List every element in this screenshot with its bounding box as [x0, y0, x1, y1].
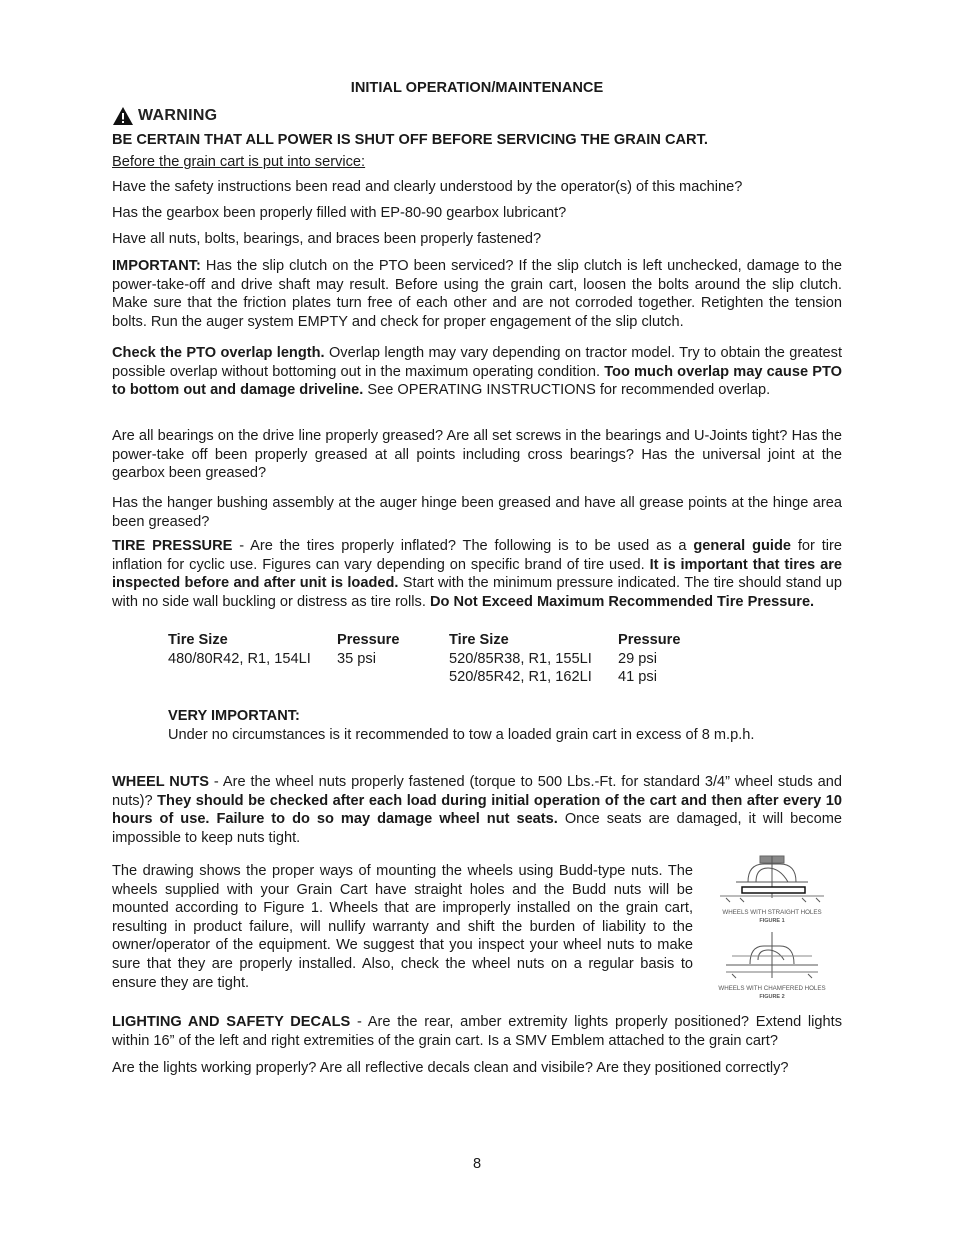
tire-bold-2: It is important that tires are inspected before and after unit is loaded. — [112, 556, 842, 592]
hanger-paragraph: Has the hanger bushing assembly at the auger hinge been greased and have all grease points at the hinge area been greased? — [112, 495, 842, 530]
drawing-paragraph: The drawing shows the proper ways of mounting the wheels using Budd-type nuts. The wheels supplied with your Grain Cart have straight holes and the Budd nuts will be mounted according to Figure 1. Wheels that are improperly installed on the grain cart, resulting in product failure, will nullify warranty and shift the burden of liability to the owner/operator of the equipment. We suggest that you inspect your wheel nuts to make sure that they are properly installed. Also, check the wheel nuts on a regular basis to ensure they are tight. — [112, 863, 693, 991]
table-row — [168, 650, 728, 669]
tire-text-2: for tire inflation for cyclic use. Figures can vary depending on specific brand of tire used. — [112, 538, 842, 573]
pto-text-2: See OPERATING INSTRUCTIONS for recommended overlap. — [363, 382, 771, 399]
before-service-heading: Before the grain cart is put into service: — [112, 154, 366, 170]
very-important-text: Under no circumstances is it recommended to tow a loaded grain cart in excess of 8 m.p.h. — [168, 726, 755, 743]
pto-paragraph — [112, 344, 842, 400]
header-tire-size-2: Tire Size — [449, 632, 509, 648]
lights-question: Are the lights working properly? Are all reflective decals clean and visibile? Are they positioned correctly? — [112, 1060, 789, 1076]
pressure-cell: 29 psi — [618, 650, 657, 667]
lighting-text: - Are the rear, amber extremity lights properly positioned? Extend lights within 16” of the left and right extremities of the grain cart. Is a SMV Emblem attached to the grain cart? — [112, 1014, 842, 1049]
question-gearbox: Has the gearbox been properly filled with EP-80-90 gearbox lubricant? — [112, 205, 567, 221]
tire-size-cell: 520/85R42, R1, 162LI — [449, 669, 592, 686]
tire-pressure-table — [168, 631, 728, 687]
tire-pressure-label: TIRE PRESSURE — [112, 538, 233, 554]
question-fasteners: Have all nuts, bolts, bearings, and braces been properly fastened? — [112, 231, 542, 247]
header-pressure: Pressure — [337, 632, 400, 648]
table-row — [168, 668, 728, 687]
wheel-nuts-bold: They should be checked after each load during initial operation of the cart and then after every 10 hours of use. Failure to do so may damage wheel nut seats. — [112, 792, 842, 828]
warning-triangle-icon — [112, 106, 134, 126]
lighting-paragraph — [112, 1013, 842, 1050]
tire-text-3: Start with the minimum pressure indicated. The tire should stand up with no side wall buckling or distress as tire rolls. — [112, 575, 842, 610]
very-important-note — [168, 707, 754, 744]
tire-bold-1: general guide — [693, 538, 791, 554]
tire-size-cell: 520/85R38, R1, 155LI — [449, 650, 592, 667]
tire-size-cell: 480/80R42, R1, 154LI — [168, 650, 311, 667]
figure-2-caption: WHEELS WITH CHAMFERED HOLES — [718, 985, 826, 992]
wheel-nuts-label: WHEEL NUTS — [112, 774, 210, 790]
figure-1-caption: WHEELS WITH STRAIGHT HOLES — [722, 909, 822, 916]
tire-pressure-paragraph — [112, 537, 842, 611]
very-important-label: VERY IMPORTANT: — [168, 708, 300, 724]
wheel-nuts-text-1: - Are the wheel nuts properly fastened (torque to 500 Lbs.-Ft. for standard 3/4” wheel studs and nuts)? — [112, 774, 843, 809]
page-title: INITIAL OPERATION/MAINTENANCE — [350, 80, 604, 96]
pto-warning: Too much overlap may cause PTO to bottom out and damage driveline. — [112, 363, 842, 399]
bearings-paragraph: Are all bearings on the drive line properly greased? Are all set screws in the bearings and U-Joints tight? Has the power-take off been properly greased at all points including cross bearings? Has the universal joint at the gearbox been greased? — [112, 428, 842, 482]
pressure-cell: 41 psi — [618, 669, 657, 686]
figure-2-drawing — [726, 932, 818, 978]
warning-banner — [112, 106, 217, 126]
important-text: Has the slip clutch on the PTO been serviced? If the slip clutch is left unchecked, damage to the power-take-off and drive shaft may result. Before using the grain cart, loosen the bolts around the slip clutch. Make sure that the friction plates turn free of each other and are not corroded together. Retighten the tension bolts. Run the auger system EMPTY and check for proper engagement of the slip clutch. — [112, 258, 842, 330]
wheel-nuts-text-2: Once seats are damaged, it will become impossible to keep nuts tight. — [112, 811, 842, 846]
wheel-mounting-figures — [712, 852, 842, 1004]
table-header-row — [168, 631, 728, 650]
warning-label: WARNING — [138, 107, 218, 124]
pto-label: Check the PTO overlap length. — [112, 345, 325, 361]
pto-text-1: Overlap length may vary depending on tractor model. Try to obtain the greatest possible overlap without bottoming out in the maximum operating condition. — [112, 345, 842, 380]
figure-1-label: FIGURE 1 — [759, 918, 785, 924]
important-paragraph — [112, 257, 842, 331]
tire-bold-3: Do Not Exceed Maximum Recommended Tire Pressure. — [429, 593, 815, 610]
figure-1-drawing — [720, 856, 824, 902]
warning-heading: BE CERTAIN THAT ALL POWER IS SHUT OFF BEFORE SERVICING THE GRAIN CART. — [112, 132, 708, 148]
pressure-cell: 35 psi — [337, 650, 376, 667]
figure-2-label: FIGURE 2 — [759, 994, 785, 1000]
wheel-nuts-paragraph — [112, 773, 842, 847]
lighting-label: LIGHTING AND SAFETY DECALS — [112, 1014, 351, 1030]
page-number: 8 — [472, 1156, 482, 1172]
header-pressure-2: Pressure — [618, 632, 681, 648]
important-label: IMPORTANT: — [112, 258, 201, 274]
tire-text-1: - Are the tires properly inflated? The following is to be used as a — [232, 538, 694, 554]
header-tire-size: Tire Size — [168, 632, 228, 648]
question-safety: Have the safety instructions been read and clearly understood by the operator(s) of this machine? — [112, 179, 743, 195]
